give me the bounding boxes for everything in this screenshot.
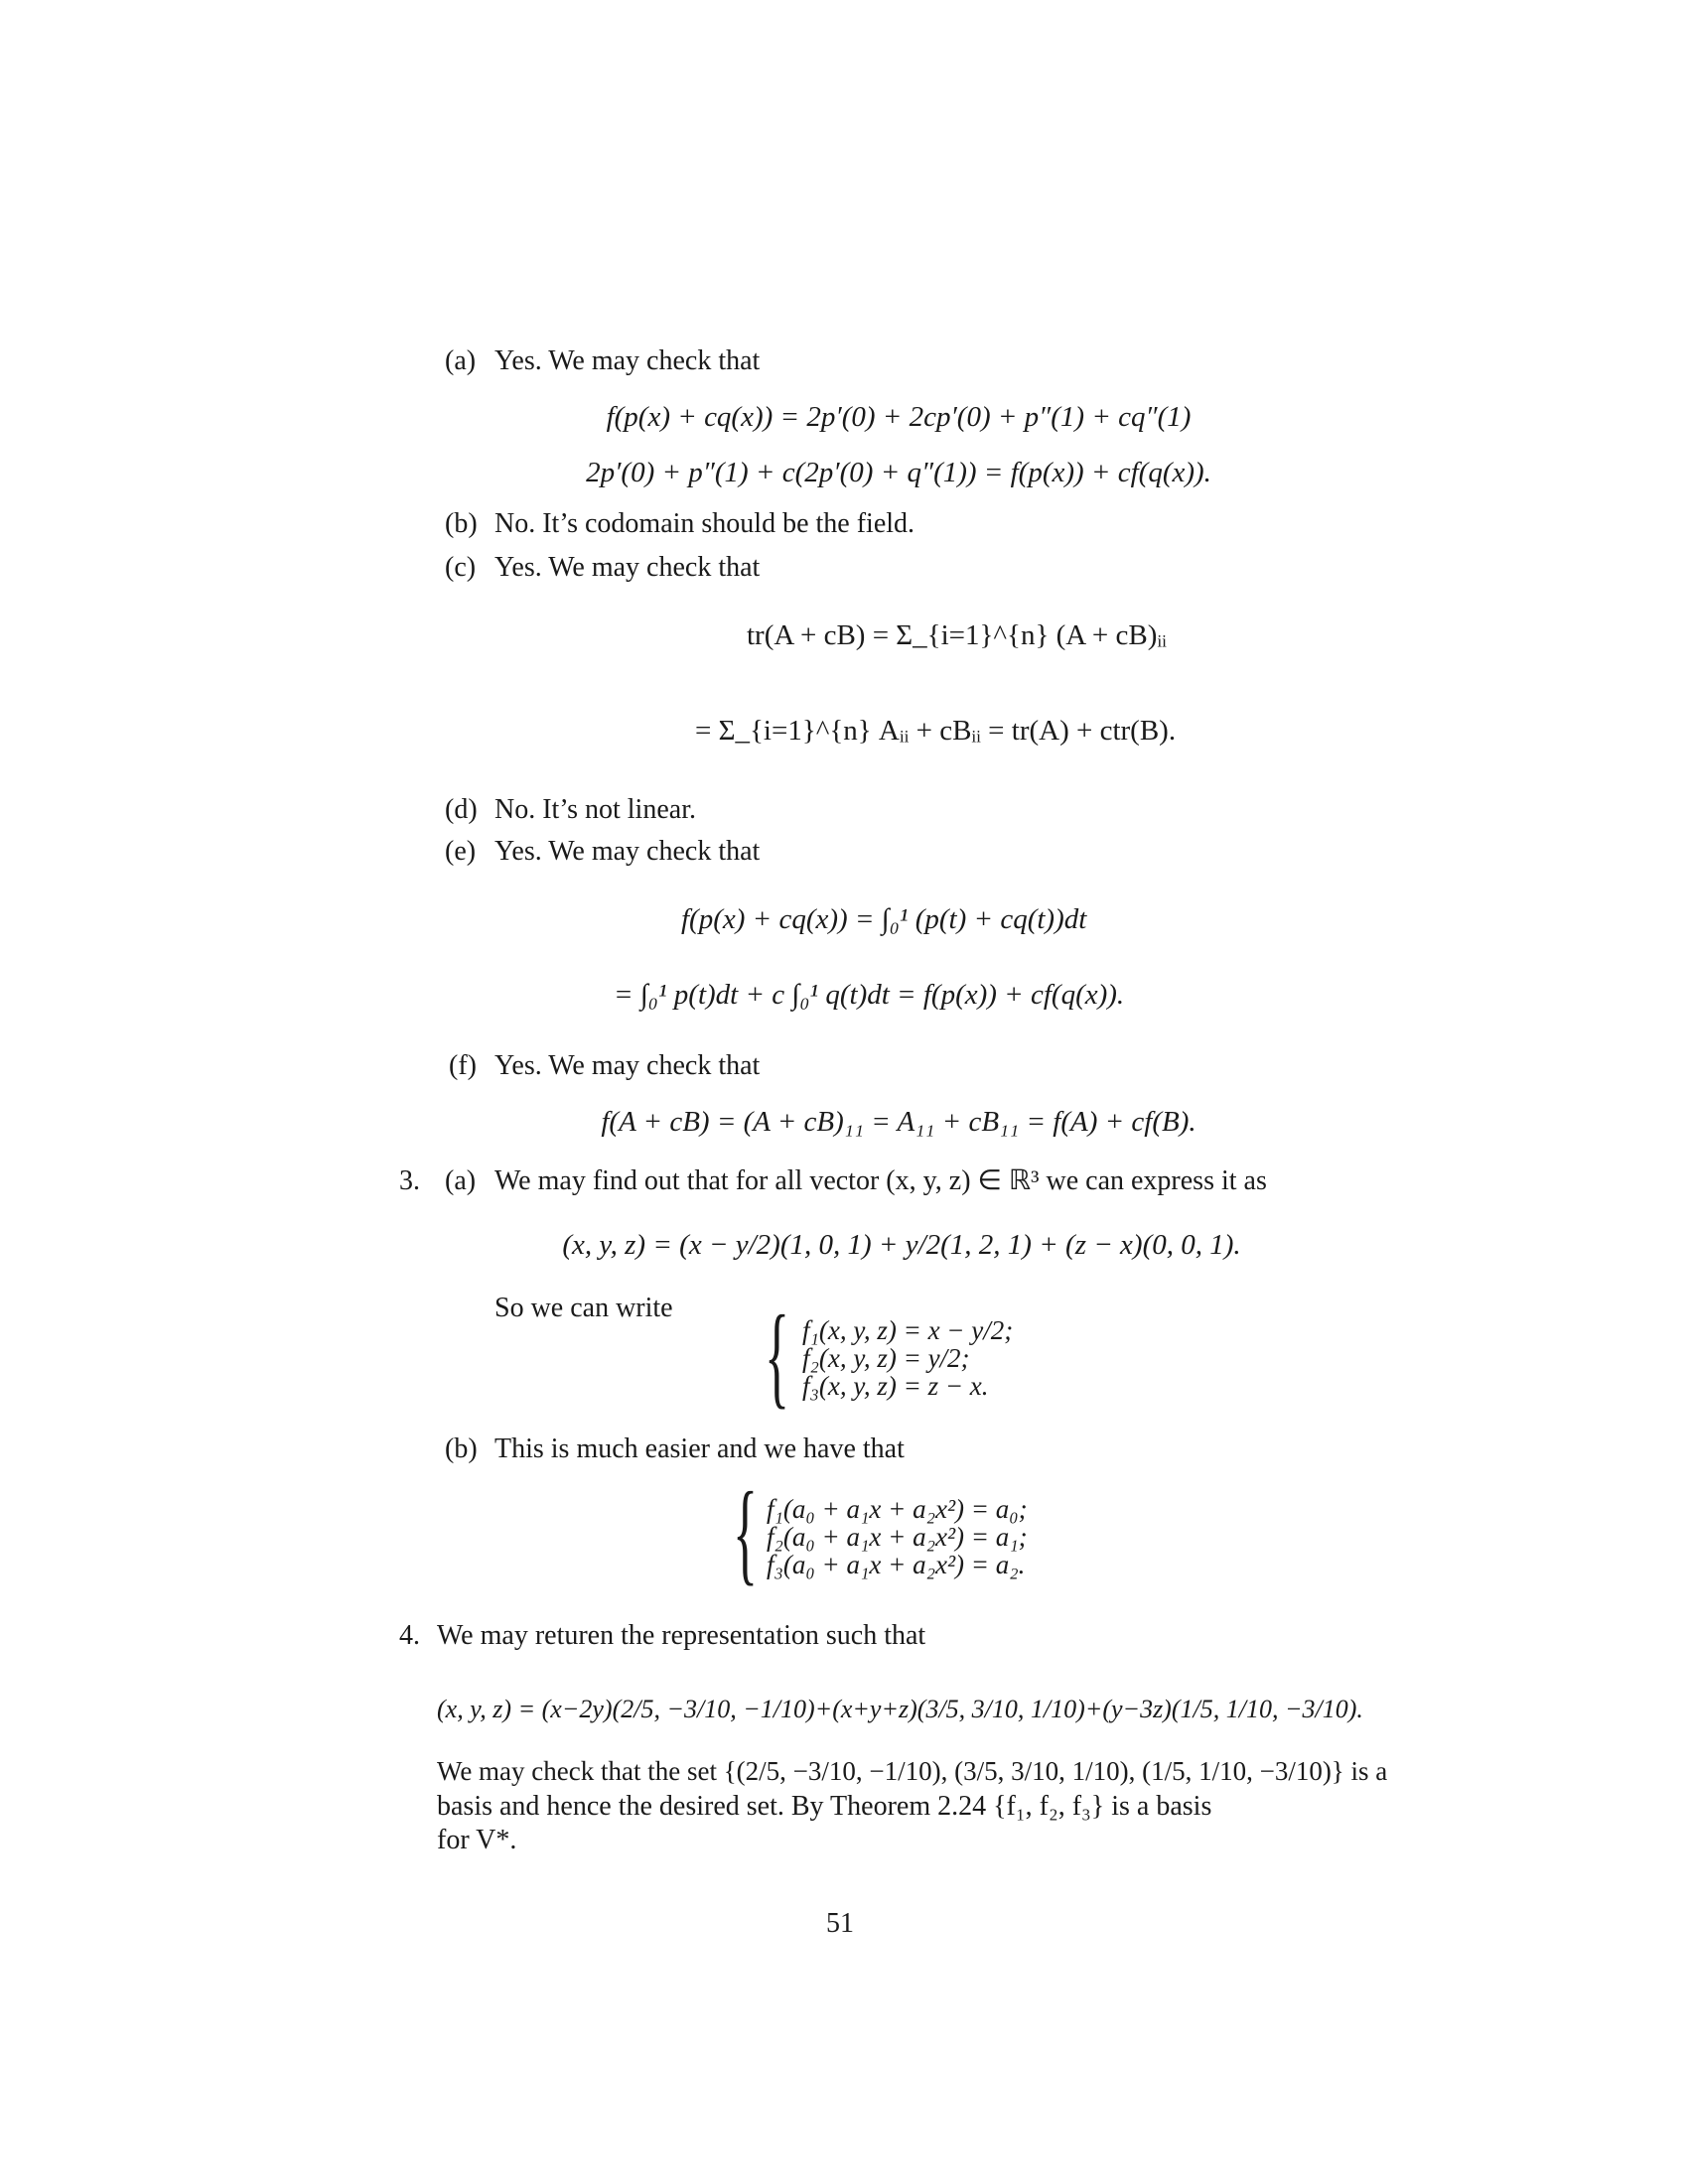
- equation-3a: (x, y, z) = (x − y/2)(1, 0, 1) + y/2(1, 2, 1) + (z − x)(0, 0, 1).: [562, 1229, 1241, 1261]
- equation-c-line2: = Σ_{i=1}^{n} Aᵢᵢ + cBᵢᵢ = tr(A) + ctr(B).: [695, 715, 1177, 747]
- problem-3-number: 3.: [399, 1165, 420, 1196]
- item-a-label: (a): [445, 345, 477, 376]
- equation-e-line2: = ∫₀¹ p(t)dt + c ∫₀¹ q(t)dt = f(p(x)) + cf(q(x)).: [614, 979, 1125, 1011]
- problem-3b-label: (b): [445, 1433, 478, 1464]
- item-e-label: (e): [445, 836, 477, 867]
- item-c-label: (c): [445, 552, 477, 583]
- problem-4-number: 4.: [399, 1620, 420, 1651]
- problem-4-intro: We may returen the representation such that: [437, 1620, 926, 1651]
- equation-4: (x, y, z) = (x−2y)(2/5, −3/10, −1/10)+(x+y+z)(3/5, 3/10, 1/10)+(y−3z)(1/5, 1/10, −3/10).: [437, 1695, 1363, 1723]
- so-we-can-write-text: So we can write: [494, 1293, 673, 1323]
- system-3b-line: f₂(a₀ + a₁x + a₂x²) = a₁;: [767, 1522, 1028, 1552]
- equation-c-line1: tr(A + cB) = Σ_{i=1}^{n} (A + cB)ᵢᵢ: [747, 619, 1167, 651]
- item-f-label: (f): [449, 1050, 477, 1081]
- item-a-text: Yes. We may check that: [494, 345, 761, 376]
- problem-3a-label: (a): [445, 1165, 477, 1196]
- system-3a-line: f₂(x, y, z) = y/2;: [802, 1343, 970, 1373]
- item-d-text: No. It’s not linear.: [494, 794, 696, 825]
- page-number: 51: [826, 1908, 854, 1939]
- equation-e-line1: f(p(x) + cq(x)) = ∫₀¹ (p(t) + cq(t))dt: [681, 903, 1087, 935]
- system-3b-line: f₃(a₀ + a₁x + a₂x²) = a₂.: [767, 1550, 1026, 1579]
- item-e-text: Yes. We may check that: [494, 836, 761, 867]
- item-f-text: Yes. We may check that: [494, 1050, 761, 1081]
- item-b-label: (b): [445, 508, 478, 539]
- item-b-text: No. It’s codomain should be the field.: [494, 508, 915, 539]
- problem-3a-text: We may find out that for all vector (x, y, z) ∈ ℝ³ we can express it as: [494, 1165, 1267, 1196]
- system-3a-line: f₁(x, y, z) = x − y/2;: [802, 1315, 1014, 1345]
- left-brace-system-2: {: [733, 1469, 759, 1596]
- problem-3b-text: This is much easier and we have that: [494, 1433, 905, 1464]
- system-3a-line: f₃(x, y, z) = z − x.: [802, 1371, 989, 1401]
- system-3b-line: f₁(a₀ + a₁x + a₂x²) = a₀;: [767, 1494, 1028, 1524]
- item-d-label: (d): [445, 794, 478, 825]
- equation-a-line2: 2p′(0) + p″(1) + c(2p′(0) + q″(1)) = f(p(x)) + cf(q(x)).: [586, 457, 1211, 488]
- system-3b: [767, 1495, 1028, 1578]
- problem-4-paragraph-line2: basis and hence the desired set. By Theorem 2.24 {f₁, f₂, f₃} is a basis: [437, 1791, 1212, 1822]
- item-c-text: Yes. We may check that: [494, 552, 761, 583]
- problem-4-paragraph-line3: for V*.: [437, 1825, 517, 1855]
- left-brace-system-1: {: [765, 1293, 790, 1420]
- equation-f: f(A + cB) = (A + cB)₁₁ = A₁₁ + cB₁₁ = f(A) + cf(B).: [601, 1106, 1196, 1138]
- equation-a-line1: f(p(x) + cq(x)) = 2p′(0) + 2cp′(0) + p″(1) + cq″(1): [606, 401, 1192, 433]
- problem-4-paragraph-line1: We may check that the set {(2/5, −3/10, −1/10), (3/5, 3/10, 1/10), (1/5, 1/10, −3/10)} is a: [437, 1756, 1388, 1786]
- system-3a: [802, 1316, 1013, 1400]
